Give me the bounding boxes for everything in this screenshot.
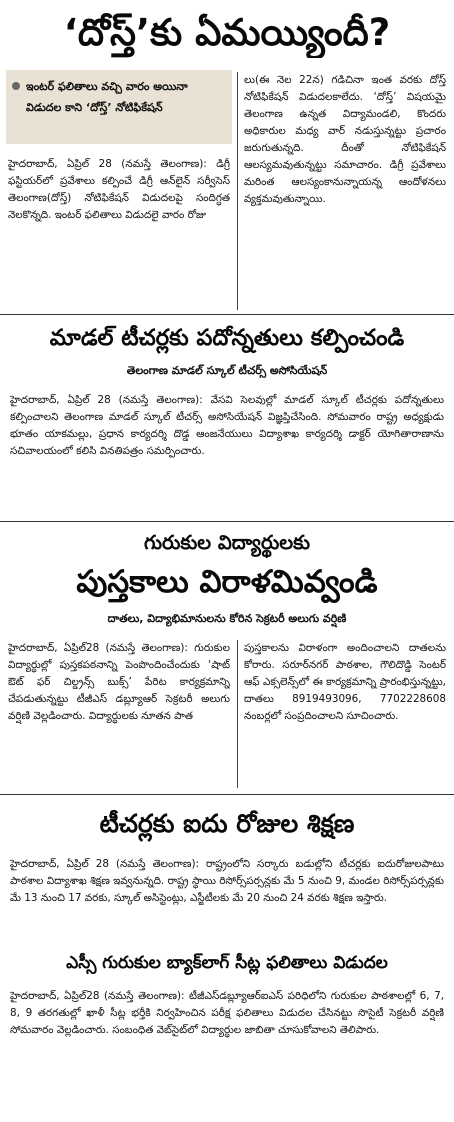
article1-column1: [8, 156, 230, 306]
kicker-gurukula: గురుకుల విద్యార్థులకు: [143, 531, 311, 554]
article1-column2: [244, 72, 446, 310]
article4-body: హైదరాబాద్‌, ఏప్రిల్‌ 28 (నమస్తే తెలంగాణ): రాష్ట్రంలోని సర్కారు బడుల్లోని టీచర్లకు ఐదురోజులపాటు పాఠశాల విద్యాశాఖ శిక్షణ ఇవ్వనున్నది. రాష్ట్ర స్థాయి రిసోర్స్‌పర్సన్లకు మే 5 నుంచి 9, మండల రిసోర్స్‌పర్సన్లకు మే 13 నుంచి 17 వరకు, స్కూల్‌ అసిస్టెంట్లు, ఎస్జీటీలకు మే 20 నుంచి 24 వరకు శిక్షణ ఇస్తారు.: [10, 858, 444, 904]
divider: [0, 521, 454, 522]
subhead-secretary: దాతలు, విద్యాభిమానులను కోరిన సెక్రటరీ అలుగు వర్షిణి: [107, 612, 347, 625]
headline-books: పుస్తకాలు విరాళమివ్వండి: [76, 564, 378, 600]
headline-model-teachers: మాడల్‌ టీచర్లకు పదోన్నతులు కల్పించండి: [49, 325, 405, 351]
highlight-text: ఇంటర్‌ ఫలితాలు వచ్చి వారం అయినా విడుదల కాని ‘దోస్త్‌’ నోటిఫికేషన్‌: [26, 80, 188, 114]
article3-col2-text: పుస్తకాలను విరాళంగా అందించాలని దాతలను కోరారు. సరూర్‌నగర్‌ పాఠశాల, గౌలిదొడ్డి సెంటర్‌ ఆఫ్‌ ఎక్సలెన్స్‌లో ఈ కార్యక్రమాన్ని ప్రారంభిస్తున్నట్టు, దాతలు 8919493096, 7702228608 నంబర్లలో సంప్రదించాలని సూచించారు.: [244, 642, 446, 722]
article3-column1: [8, 640, 230, 788]
bullet-icon: [12, 82, 20, 90]
column-divider: [237, 640, 238, 788]
divider: [0, 314, 454, 315]
article2-body: హైదరాబాద్‌, ఏప్రిల్‌ 28 (నమస్తే తెలంగాణ): వేసవి సెలవుల్లో మాడల్‌ స్కూల్‌ టీచర్లకు పదోన్నతులు కల్పించాలని తెలంగాణ మాడల్‌ స్కూల్‌ టీచర్స్‌ అసోసియేషన్‌ విజ్ఞప్తిచేసింది. సోమవారం రాష్ట్ర అధ్యక్షుడు భూతం యాకమల్లు, ప్రధాన కార్యదర్శి దొడ్డ ఆంజనేయులు విద్యాశాఖ కార్యదర్శి డాక్టర్‌ యోగితారాణాను సచివాలయంలో కలిసి వినతిపత్రం సమర్పించారు.: [10, 394, 444, 457]
subhead-association: తెలంగాణ మాడల్‌ స్కూల్‌ టీచర్స్‌ అసోసియేషన్‌: [126, 364, 328, 377]
article1-col2-text: లు(ఈ నెల 22న) గడిచినా ఇంత వరకు దోస్త్‌ నోటిఫికేషన్‌ విడుదలకాలేదు. ‘దోస్త్‌’ విషయమై తెలంగాణ ఉన్నత విద్యామండలి, కొందరు అధికారుల మధ్య వార్‌ నడుస్తున్నట్టు ప్రచారం జరుగుతున్నది. దీంతో నోటిఫికేషన్‌ ఆలస్యమవుతున్నట్టు సమాచారం. డిగ్రీ ప్రవేశాలు మరింత ఆలస్యంకానున్నాయన్న ఆందోళనలు వ్యక్తమవుతున్నాయి.: [244, 74, 446, 205]
headline-sc-results: ఎస్సీ గురుకుల బ్యాక్‌లాగ్‌ సీట్ల ఫలితాలు విడుదల: [66, 953, 388, 973]
column-divider: [237, 72, 238, 310]
article1-col1-text: హైదరాబాద్‌, ఏప్రిల్‌ 28 (నమస్తే తెలంగాణ): డిగ్రీ ఫస్టియర్‌లో ప్రవేశాలు కల్పించే డిగ్రీ ఆన్‌లైన్‌ సర్వీసెస్‌ తెలంగాణ(దోస్త్‌) నోటిఫికేషన్‌ విడుదలపై సందిగ్ధత నెలకొన్నది. ఇంటర్‌ ఫలితాలు విడుదలై వారం రోజు: [8, 158, 230, 221]
article5-body: హైదరాబాద్‌, ఏప్రిల్‌28 (నమస్తే తెలంగాణ): టీజీఎస్‌డబ్ల్యూఆర్‌ఐఎస్‌ పరిధిలోని గురుకుల పాఠశాలల్లో 6, 7, 8, 9 తరగతుల్లో ఖాళీ సీట్ల భర్తీకి నిర్వహించిన పరీక్ష ఫలితాలు విడుదల చేసినట్టు సొసైటీ సెక్రటరీ వర్షిణి సోమవారం వెల్లడించారు. సంబంధిత వెబ్‌సైట్‌లో విద్యార్థుల జాబితా చూసుకోవాలని తెలిపారు.: [10, 990, 444, 1036]
headline-dost: ‘దోస్త్‌’కు ఏమయ్యిందీ?: [63, 11, 391, 54]
headline-training: టీచర్లకు ఐదు రోజుల శిక్షణ: [99, 809, 355, 838]
divider: [0, 794, 454, 795]
article3-column2: [244, 640, 446, 788]
article3-col1-text: హైదరాబాద్‌, ఏప్రిల్‌28 (నమస్తే తెలంగాణ): గురుకుల విద్యార్థుల్లో పుస్తకపఠనాన్ని పెంపొందించేందుకు ‘షాట్‌ ఔట్‌ ఫర్‌ చిల్డ్రన్స్‌ బుక్స్‌’ పేరిట కార్యక్రమాన్ని చేపడుతున్నట్టు టీజీఎస్‌ డబ్ల్యూఆర్‌ సెక్రటరీ అలుగు వర్షిణి వెల్లడించారు. విద్యార్థులకు నూతన పాత: [8, 642, 230, 722]
